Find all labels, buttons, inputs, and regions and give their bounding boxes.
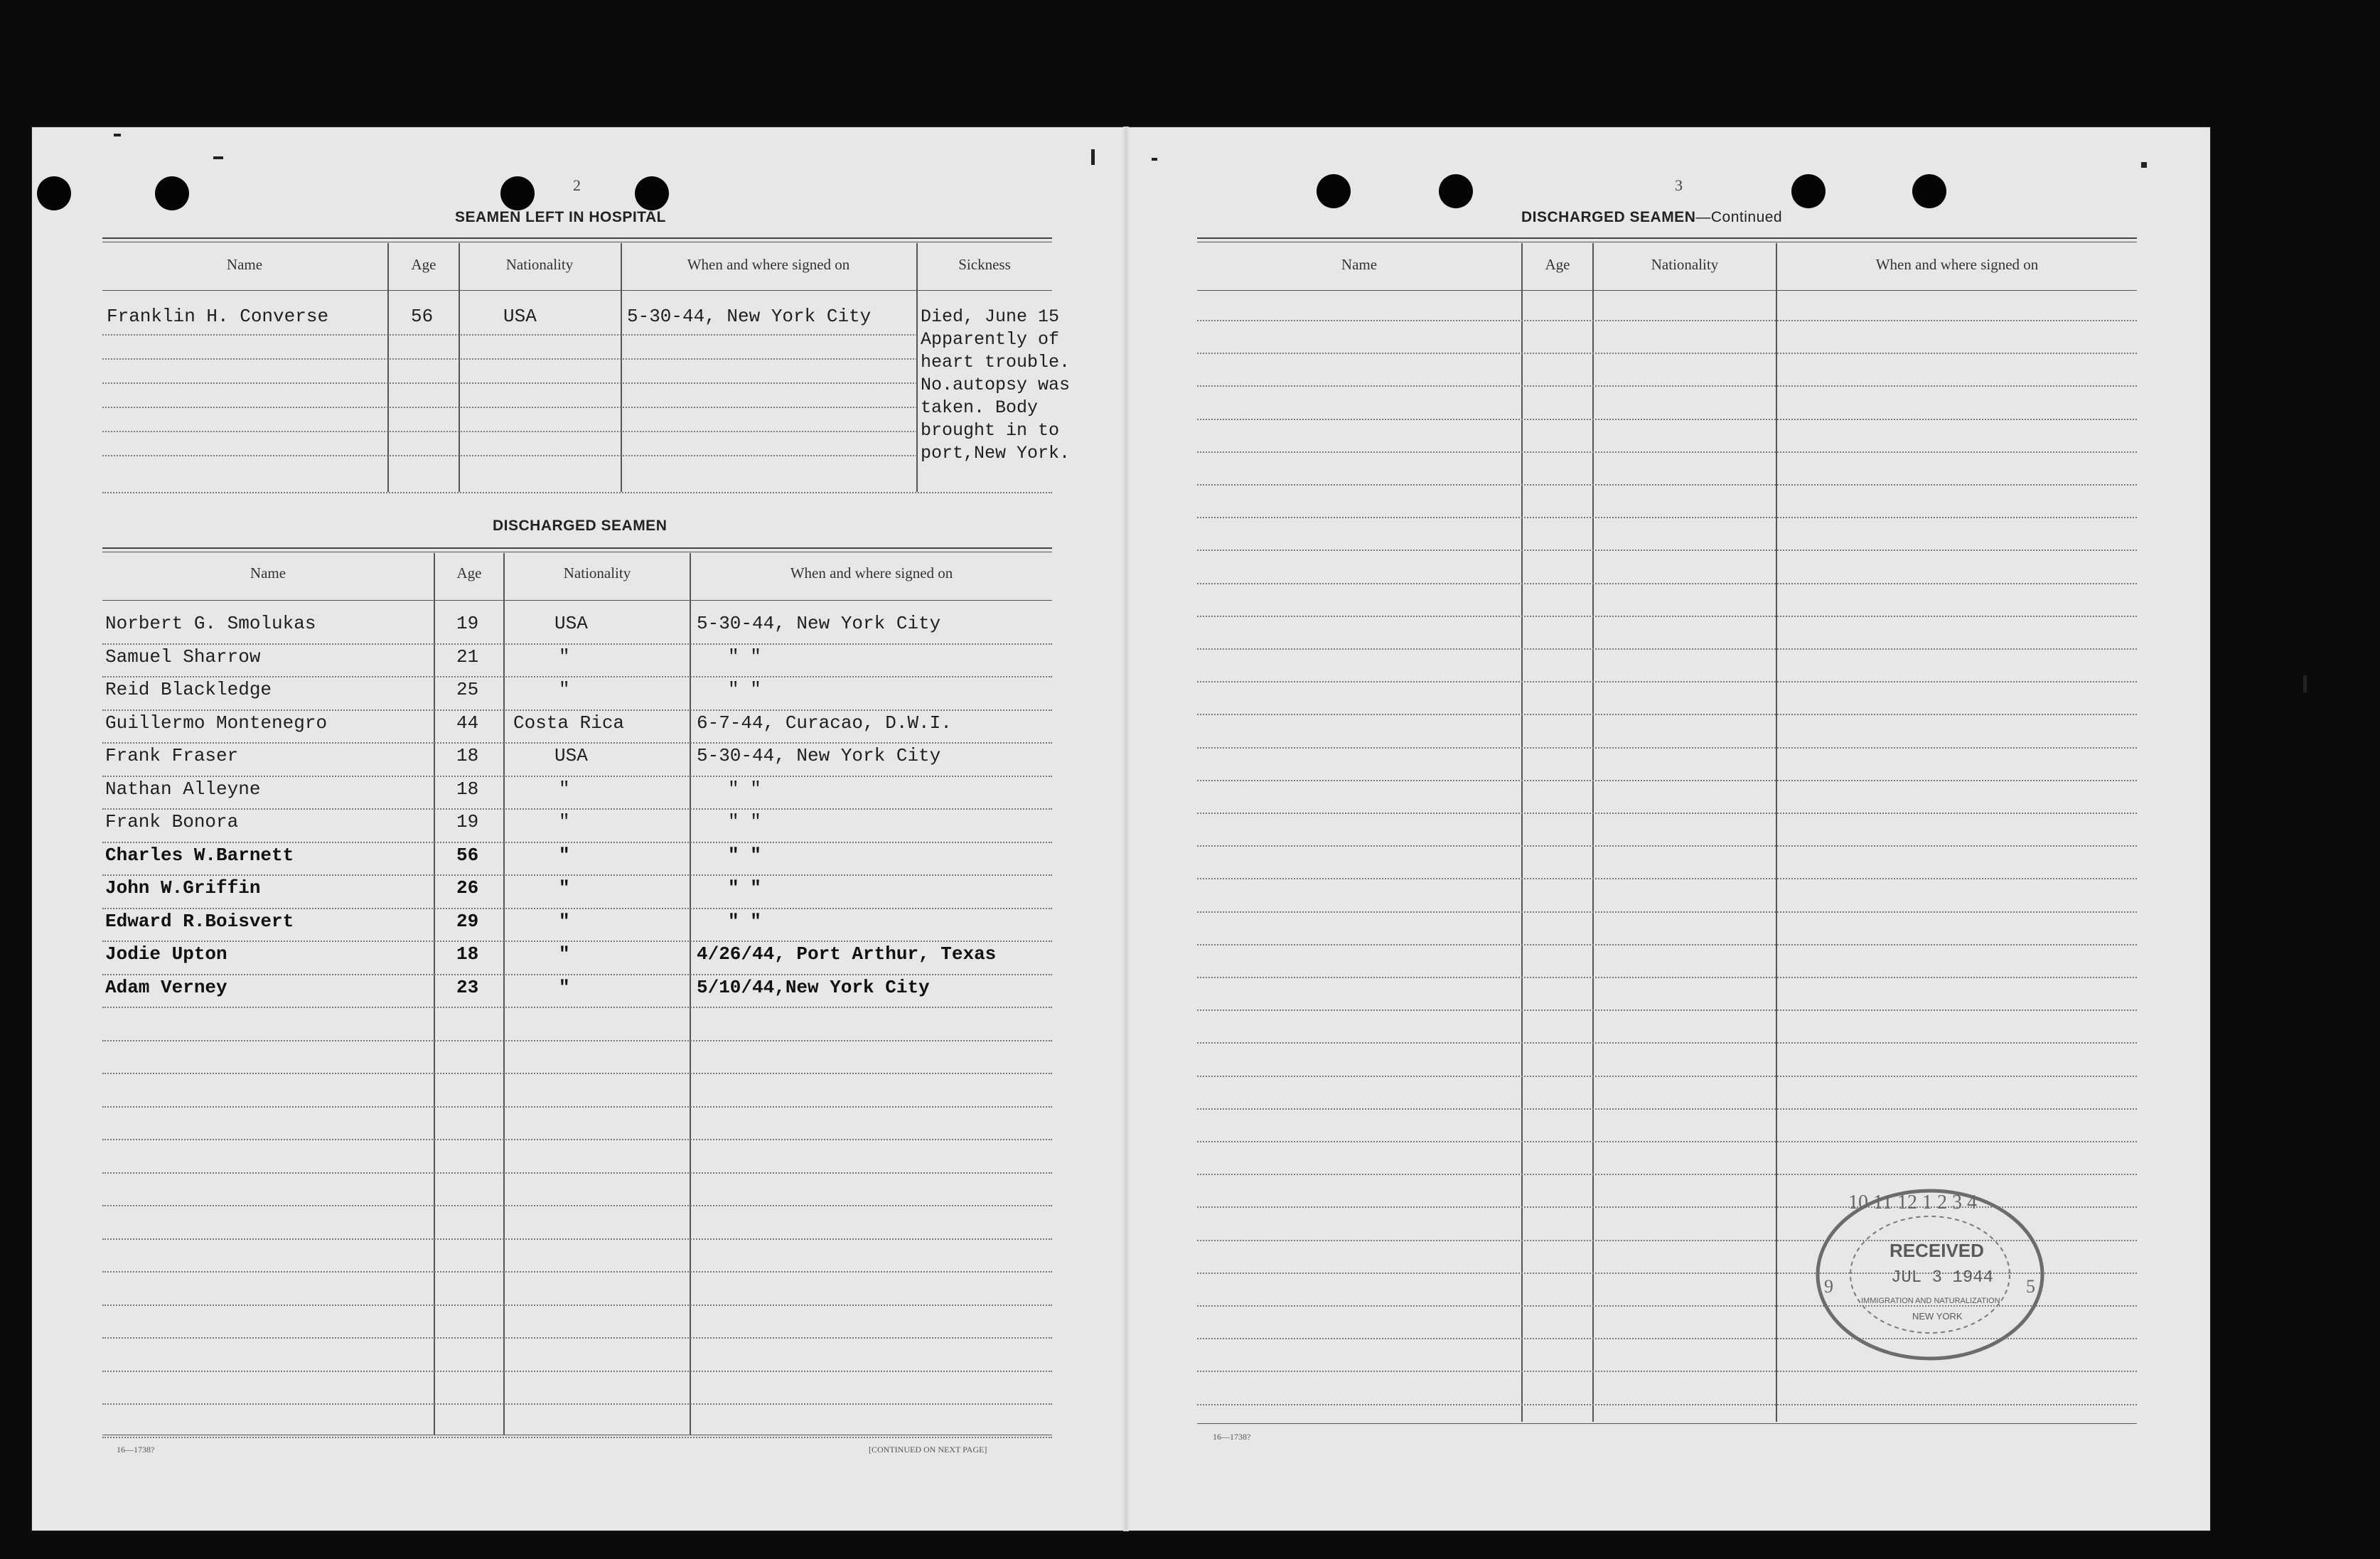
continued-section-title xyxy=(1521,209,1782,226)
row-rule xyxy=(1197,780,2137,781)
discharged-nationality: Costa Rica xyxy=(513,712,625,734)
column-header-nationality: Nationality xyxy=(505,256,574,273)
row-rule xyxy=(102,874,1052,876)
row-rule xyxy=(102,1007,1052,1008)
column-header-name: Name xyxy=(1341,256,1378,273)
discharged-age: 26 xyxy=(456,877,479,899)
row-rule xyxy=(102,358,917,360)
center-fold xyxy=(1123,127,1129,1531)
row-rule xyxy=(1197,1174,2137,1175)
row-rule xyxy=(1197,1371,2137,1372)
column-header-sickness: Sickness xyxy=(958,256,1011,273)
speck xyxy=(2141,162,2147,168)
column-header-name: Name xyxy=(250,564,286,582)
discharged-name: Guillermo Montenegro xyxy=(105,712,328,734)
column-header-signed-on: When and where signed on xyxy=(790,564,953,582)
sickness-line: brought in to xyxy=(921,420,1060,441)
discharged-signed-on: 6-7-44, Curacao, D.W.I. xyxy=(697,712,952,734)
row-rule xyxy=(1197,1076,2137,1077)
speck xyxy=(1091,149,1095,165)
hospital-nationality: USA xyxy=(503,306,537,327)
row-rule xyxy=(102,1139,1052,1140)
punch-hole xyxy=(37,176,71,210)
row-rule xyxy=(102,492,1052,493)
row-rule xyxy=(1197,714,2137,715)
discharged-signed-on: 5-30-44, New York City xyxy=(697,745,941,766)
hospital-name: Franklin H. Converse xyxy=(107,306,329,327)
header-rule xyxy=(102,600,1052,601)
row-rule xyxy=(102,842,1052,843)
row-rule xyxy=(1197,648,2137,650)
row-rule xyxy=(1197,747,2137,749)
row-rule xyxy=(1197,484,2137,486)
row-rule xyxy=(1197,681,2137,682)
discharged-signed-on: 5-30-44, New York City xyxy=(697,613,941,634)
table-top-rule xyxy=(102,547,1052,549)
row-rule xyxy=(102,908,1052,909)
punch-hole xyxy=(500,176,535,210)
row-rule xyxy=(102,1073,1052,1074)
hospital-age: 56 xyxy=(411,306,434,327)
row-rule xyxy=(102,776,1052,777)
discharged-nationality: " xyxy=(559,646,570,668)
discharged-name: John W.Griffin xyxy=(105,877,261,899)
discharged-signed-on: " " xyxy=(728,845,761,866)
discharged-name: Norbert G. Smolukas xyxy=(105,613,316,634)
stamp-agency: IMMIGRATION AND NATURALIZATION xyxy=(1861,1297,2000,1305)
row-rule xyxy=(102,431,917,432)
row-rule xyxy=(1197,353,2137,354)
column-header-age: Age xyxy=(456,564,482,582)
column-header-signed-on: When and where signed on xyxy=(687,256,850,273)
speck xyxy=(1152,158,1157,161)
discharged-nationality: " xyxy=(559,911,570,932)
speck xyxy=(2303,675,2307,692)
row-rule xyxy=(1197,1042,2137,1044)
row-rule xyxy=(1197,1009,2137,1011)
punch-hole xyxy=(1791,174,1826,208)
row-rule xyxy=(1197,1404,2137,1405)
discharged-signed-on: " " xyxy=(728,877,761,899)
row-rule xyxy=(1197,944,2137,945)
row-rule xyxy=(1197,878,2137,879)
row-rule xyxy=(102,1205,1052,1206)
discharged-name: Reid Blackledge xyxy=(105,679,272,700)
discharged-nationality: " xyxy=(559,977,570,998)
discharged-signed-on: " " xyxy=(728,646,761,668)
discharged-nationality: USA xyxy=(554,613,588,634)
svg-text:10 11 12 1 2 3 4: 10 11 12 1 2 3 4 xyxy=(1848,1191,1977,1214)
header-rule xyxy=(102,290,1052,291)
discharged-age: 18 xyxy=(456,778,479,800)
row-rule xyxy=(102,1337,1052,1339)
row-rule xyxy=(102,643,1052,645)
row-rule xyxy=(102,1403,1052,1405)
sickness-line: port,New York. xyxy=(921,443,1071,464)
sickness-line: Apparently of xyxy=(921,329,1060,350)
punch-hole xyxy=(1317,174,1351,208)
table-bottom-rule xyxy=(1197,1423,2137,1424)
discharged-age: 18 xyxy=(456,745,479,766)
discharged-nationality: " xyxy=(559,811,570,832)
hospital-section-title: SEAMEN LEFT IN HOSPITAL xyxy=(455,209,666,225)
column-header-signed-on: When and where signed on xyxy=(1875,256,2039,273)
row-rule xyxy=(102,1304,1052,1306)
row-rule xyxy=(1197,977,2137,978)
row-rule xyxy=(102,1040,1052,1041)
column-divider xyxy=(690,553,691,1435)
row-rule xyxy=(102,676,1052,677)
discharged-nationality: " xyxy=(559,679,570,700)
table-top-rule xyxy=(1197,237,2137,239)
column-divider xyxy=(434,553,435,1435)
row-rule xyxy=(102,407,917,408)
page-number: 2 xyxy=(573,176,581,194)
discharged-age: 56 xyxy=(456,845,479,866)
form-number: 16—1738? xyxy=(117,1445,155,1454)
row-rule xyxy=(1197,1108,2137,1110)
row-rule xyxy=(1197,911,2137,913)
discharged-age: 29 xyxy=(456,911,479,932)
row-rule xyxy=(1197,583,2137,584)
discharged-age: 21 xyxy=(456,646,479,668)
row-rule xyxy=(102,709,1052,711)
row-rule xyxy=(1197,385,2137,387)
sickness-line: Died, June 15 xyxy=(921,306,1060,327)
row-rule xyxy=(102,941,1052,942)
discharged-age: 25 xyxy=(456,679,479,700)
punch-hole xyxy=(635,176,669,210)
column-header-nationality: Nationality xyxy=(563,564,631,582)
discharged-age: 44 xyxy=(456,712,479,734)
row-rule xyxy=(102,742,1052,744)
row-rule xyxy=(1197,845,2137,847)
row-rule xyxy=(102,974,1052,975)
discharged-age: 18 xyxy=(456,943,479,965)
row-rule xyxy=(1197,517,2137,518)
continued-note: [CONTINUED ON NEXT PAGE] xyxy=(869,1445,987,1454)
hospital-signed-on: 5-30-44, New York City xyxy=(627,306,872,327)
row-rule xyxy=(1197,813,2137,814)
form-number: 16—1738? xyxy=(1213,1432,1251,1442)
page-number: 3 xyxy=(1675,176,1683,194)
column-divider xyxy=(503,553,505,1435)
discharged-name: Nathan Alleyne xyxy=(105,778,261,800)
row-rule xyxy=(102,455,917,456)
punch-hole xyxy=(155,176,189,210)
column-header-name: Name xyxy=(226,256,263,273)
discharged-age: 19 xyxy=(456,613,479,634)
row-rule xyxy=(1197,1141,2137,1142)
sickness-line: No.autopsy was xyxy=(921,375,1071,395)
discharged-name: Frank Bonora xyxy=(105,811,239,832)
title-main: DISCHARGED SEAMEN xyxy=(1521,209,1696,225)
row-rule xyxy=(1197,616,2137,617)
sickness-line: heart trouble. xyxy=(921,352,1071,373)
discharged-name: Jodie Upton xyxy=(105,943,227,965)
discharged-nationality: " xyxy=(559,877,570,899)
discharged-signed-on: " " xyxy=(728,679,761,700)
row-rule xyxy=(102,1437,1052,1438)
header-rule xyxy=(1197,290,2137,291)
speck xyxy=(114,134,121,136)
discharged-nationality: USA xyxy=(554,745,588,766)
discharged-nationality: " xyxy=(559,845,570,866)
row-rule xyxy=(1197,451,2137,453)
sickness-line: taken. Body xyxy=(921,397,1039,418)
discharged-signed-on: " " xyxy=(728,911,761,932)
svg-text:5: 5 xyxy=(2026,1276,2035,1297)
row-rule xyxy=(1197,550,2137,551)
discharged-signed-on: " " xyxy=(728,778,761,800)
row-rule xyxy=(1197,419,2137,420)
table-top-rule xyxy=(102,237,1052,239)
discharged-name: Charles W.Barnett xyxy=(105,845,294,866)
stamp-city: NEW YORK xyxy=(1912,1311,1963,1322)
discharged-name: Frank Fraser xyxy=(105,745,239,766)
column-header-nationality: Nationality xyxy=(1651,256,1719,273)
row-rule xyxy=(102,1106,1052,1108)
row-rule xyxy=(102,1172,1052,1174)
row-rule xyxy=(102,808,1052,810)
stamp-received: RECEIVED xyxy=(1889,1240,1984,1261)
received-stamp xyxy=(1813,1186,2047,1364)
punch-hole xyxy=(1439,174,1473,208)
row-rule xyxy=(102,334,917,336)
discharged-name: Samuel Sharrow xyxy=(105,646,261,668)
discharged-name: Edward R.Boisvert xyxy=(105,911,294,932)
discharged-nationality: " xyxy=(559,778,570,800)
discharged-age: 19 xyxy=(456,811,479,832)
row-rule xyxy=(102,1271,1052,1273)
column-header-age: Age xyxy=(411,256,436,273)
speck xyxy=(213,156,223,159)
discharged-signed-on: " " xyxy=(728,811,761,832)
discharged-age: 23 xyxy=(456,977,479,998)
title-continued: —Continued xyxy=(1695,209,1783,225)
row-rule xyxy=(102,1371,1052,1372)
column-header-age: Age xyxy=(1545,256,1570,273)
discharged-nationality: " xyxy=(559,943,570,965)
hospital-sickness xyxy=(921,306,1070,465)
svg-text:9: 9 xyxy=(1824,1276,1833,1297)
punch-hole xyxy=(1912,174,1946,208)
row-rule xyxy=(102,1238,1052,1240)
discharged-section-title: DISCHARGED SEAMEN xyxy=(493,518,668,534)
discharged-name: Adam Verney xyxy=(105,977,227,998)
discharged-signed-on: 5/10/44,New York City xyxy=(697,977,930,998)
stamp-date: JUL 3 1944 xyxy=(1891,1268,1994,1287)
row-rule xyxy=(102,382,917,384)
row-rule xyxy=(1197,320,2137,321)
discharged-signed-on: 4/26/44, Port Arthur, Texas xyxy=(697,943,997,965)
